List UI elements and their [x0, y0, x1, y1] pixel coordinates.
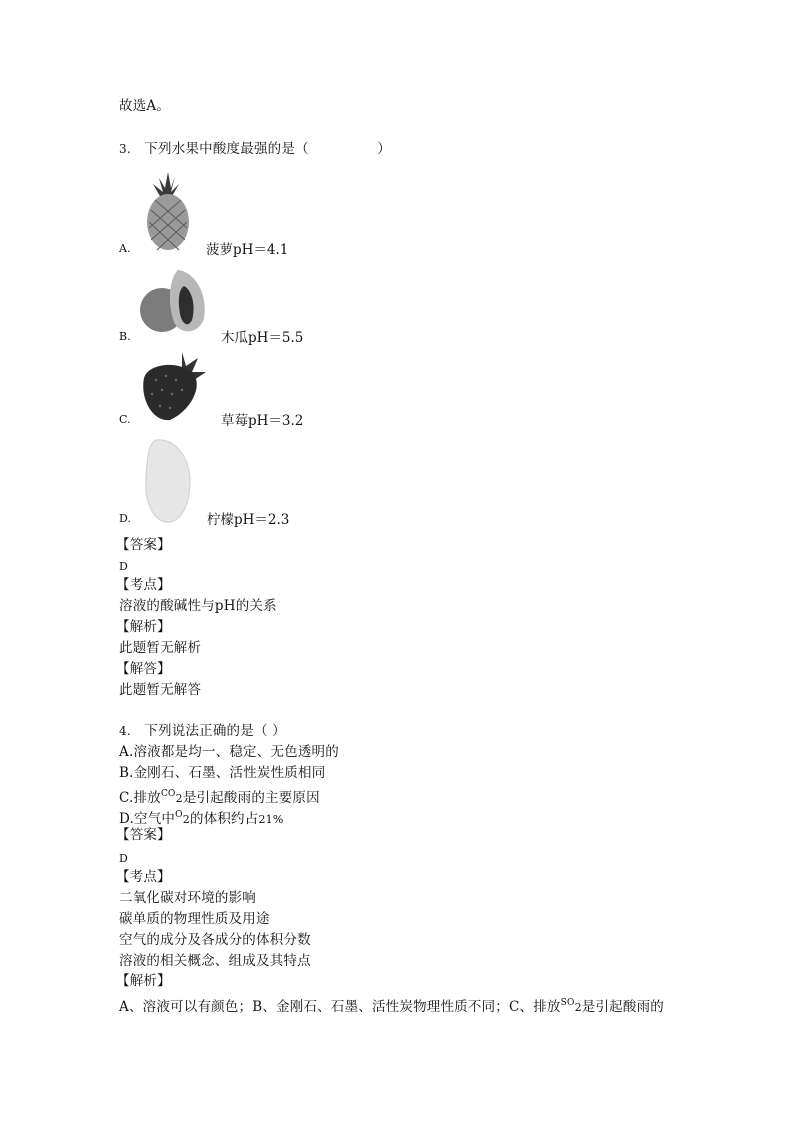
q3-jieda: 此题暂无解答	[119, 682, 202, 698]
q4-option-d-post: 的体积约占	[189, 811, 259, 827]
q4-kaodian-item: 二氧化碳对环境的影响	[119, 890, 256, 906]
q4-jiexi-line	[119, 994, 664, 1017]
pineapple-photo	[141, 170, 195, 252]
q4-option-c-pre: C.排放	[119, 790, 161, 806]
q4-jiexi-pre: A、溶液可以有颜色；B、金刚石、石墨、活性炭物理性质不同；C、排放	[119, 999, 561, 1015]
q3-option-b-label: 木瓜pH＝5.5	[221, 330, 304, 346]
q3-kaodian-item: 溶液的酸碱性与pH的关系	[119, 598, 277, 614]
q4-option-a: A.溶液都是均一、稳定、无色透明的	[119, 744, 339, 760]
q3-option-d-letter: D.	[119, 512, 131, 525]
q4-stem-line	[119, 722, 286, 740]
q4-option-d-pre: D.空气中	[119, 811, 176, 827]
papaya-photo	[138, 266, 212, 338]
q4-option-b: B.金刚石、石墨、活性炭性质相同	[119, 765, 326, 781]
q3-option-b-letter: B.	[119, 330, 131, 343]
q4-jiexi-formula: SO	[560, 998, 575, 1008]
q3-answer: D	[119, 560, 129, 573]
q3-jiexi: 此题暂无解析	[119, 640, 202, 656]
lemon-photo	[140, 438, 194, 524]
q4-number: 4.	[119, 724, 131, 738]
q4-option-d-subscript: 2	[182, 813, 190, 826]
q3-answer-heading: 【答案】	[116, 537, 171, 553]
q3-stem-line	[119, 140, 391, 158]
q3-option-c-letter: C.	[119, 413, 131, 426]
q4-kaodian-item: 空气的成分及各成分的体积分数	[119, 932, 311, 948]
q3-jiexi-heading: 【解析】	[116, 619, 171, 635]
q4-jiexi-heading: 【解析】	[116, 973, 171, 989]
q4-option-d-percent: 21%	[258, 813, 284, 826]
q3-kaodian-heading: 【考点】	[116, 577, 171, 593]
q4-answer: D	[119, 852, 129, 865]
q4-kaodian-heading: 【考点】	[116, 869, 171, 885]
previous-conclusion: 故选A。	[119, 98, 171, 114]
strawberry-photo	[138, 350, 208, 424]
q3-option-a-label: 菠萝pH＝4.1	[206, 242, 289, 258]
q3-number: 3.	[119, 142, 131, 156]
q3-option-c-label: 草莓pH＝3.2	[221, 413, 304, 429]
q3-jieda-heading: 【解答】	[116, 661, 171, 677]
q4-jiexi-subscript: 2	[574, 1001, 582, 1014]
q3-stem: 下列水果中酸度最强的是（ ）	[144, 141, 391, 157]
q4-option-c-subscript: 2	[175, 792, 183, 805]
q4-stem: 下列说法正确的是（ ）	[144, 723, 286, 739]
q4-option-d-formula: O	[175, 810, 183, 820]
q4-option-c-post: 是引起酸雨的主要原因	[182, 790, 320, 806]
q4-option-c-formula: CO	[160, 789, 176, 799]
q4-jiexi-post: 是引起酸雨的	[581, 999, 664, 1015]
q4-kaodian-item: 碳单质的物理性质及用途	[119, 911, 270, 927]
q4-kaodian-item: 溶液的相关概念、组成及其特点	[119, 953, 311, 969]
q3-option-d-label: 柠檬pH＝2.3	[207, 512, 290, 528]
q4-option-c	[119, 785, 320, 808]
q3-option-a-letter: A.	[119, 242, 131, 255]
q4-answer-heading: 【答案】	[116, 827, 171, 843]
